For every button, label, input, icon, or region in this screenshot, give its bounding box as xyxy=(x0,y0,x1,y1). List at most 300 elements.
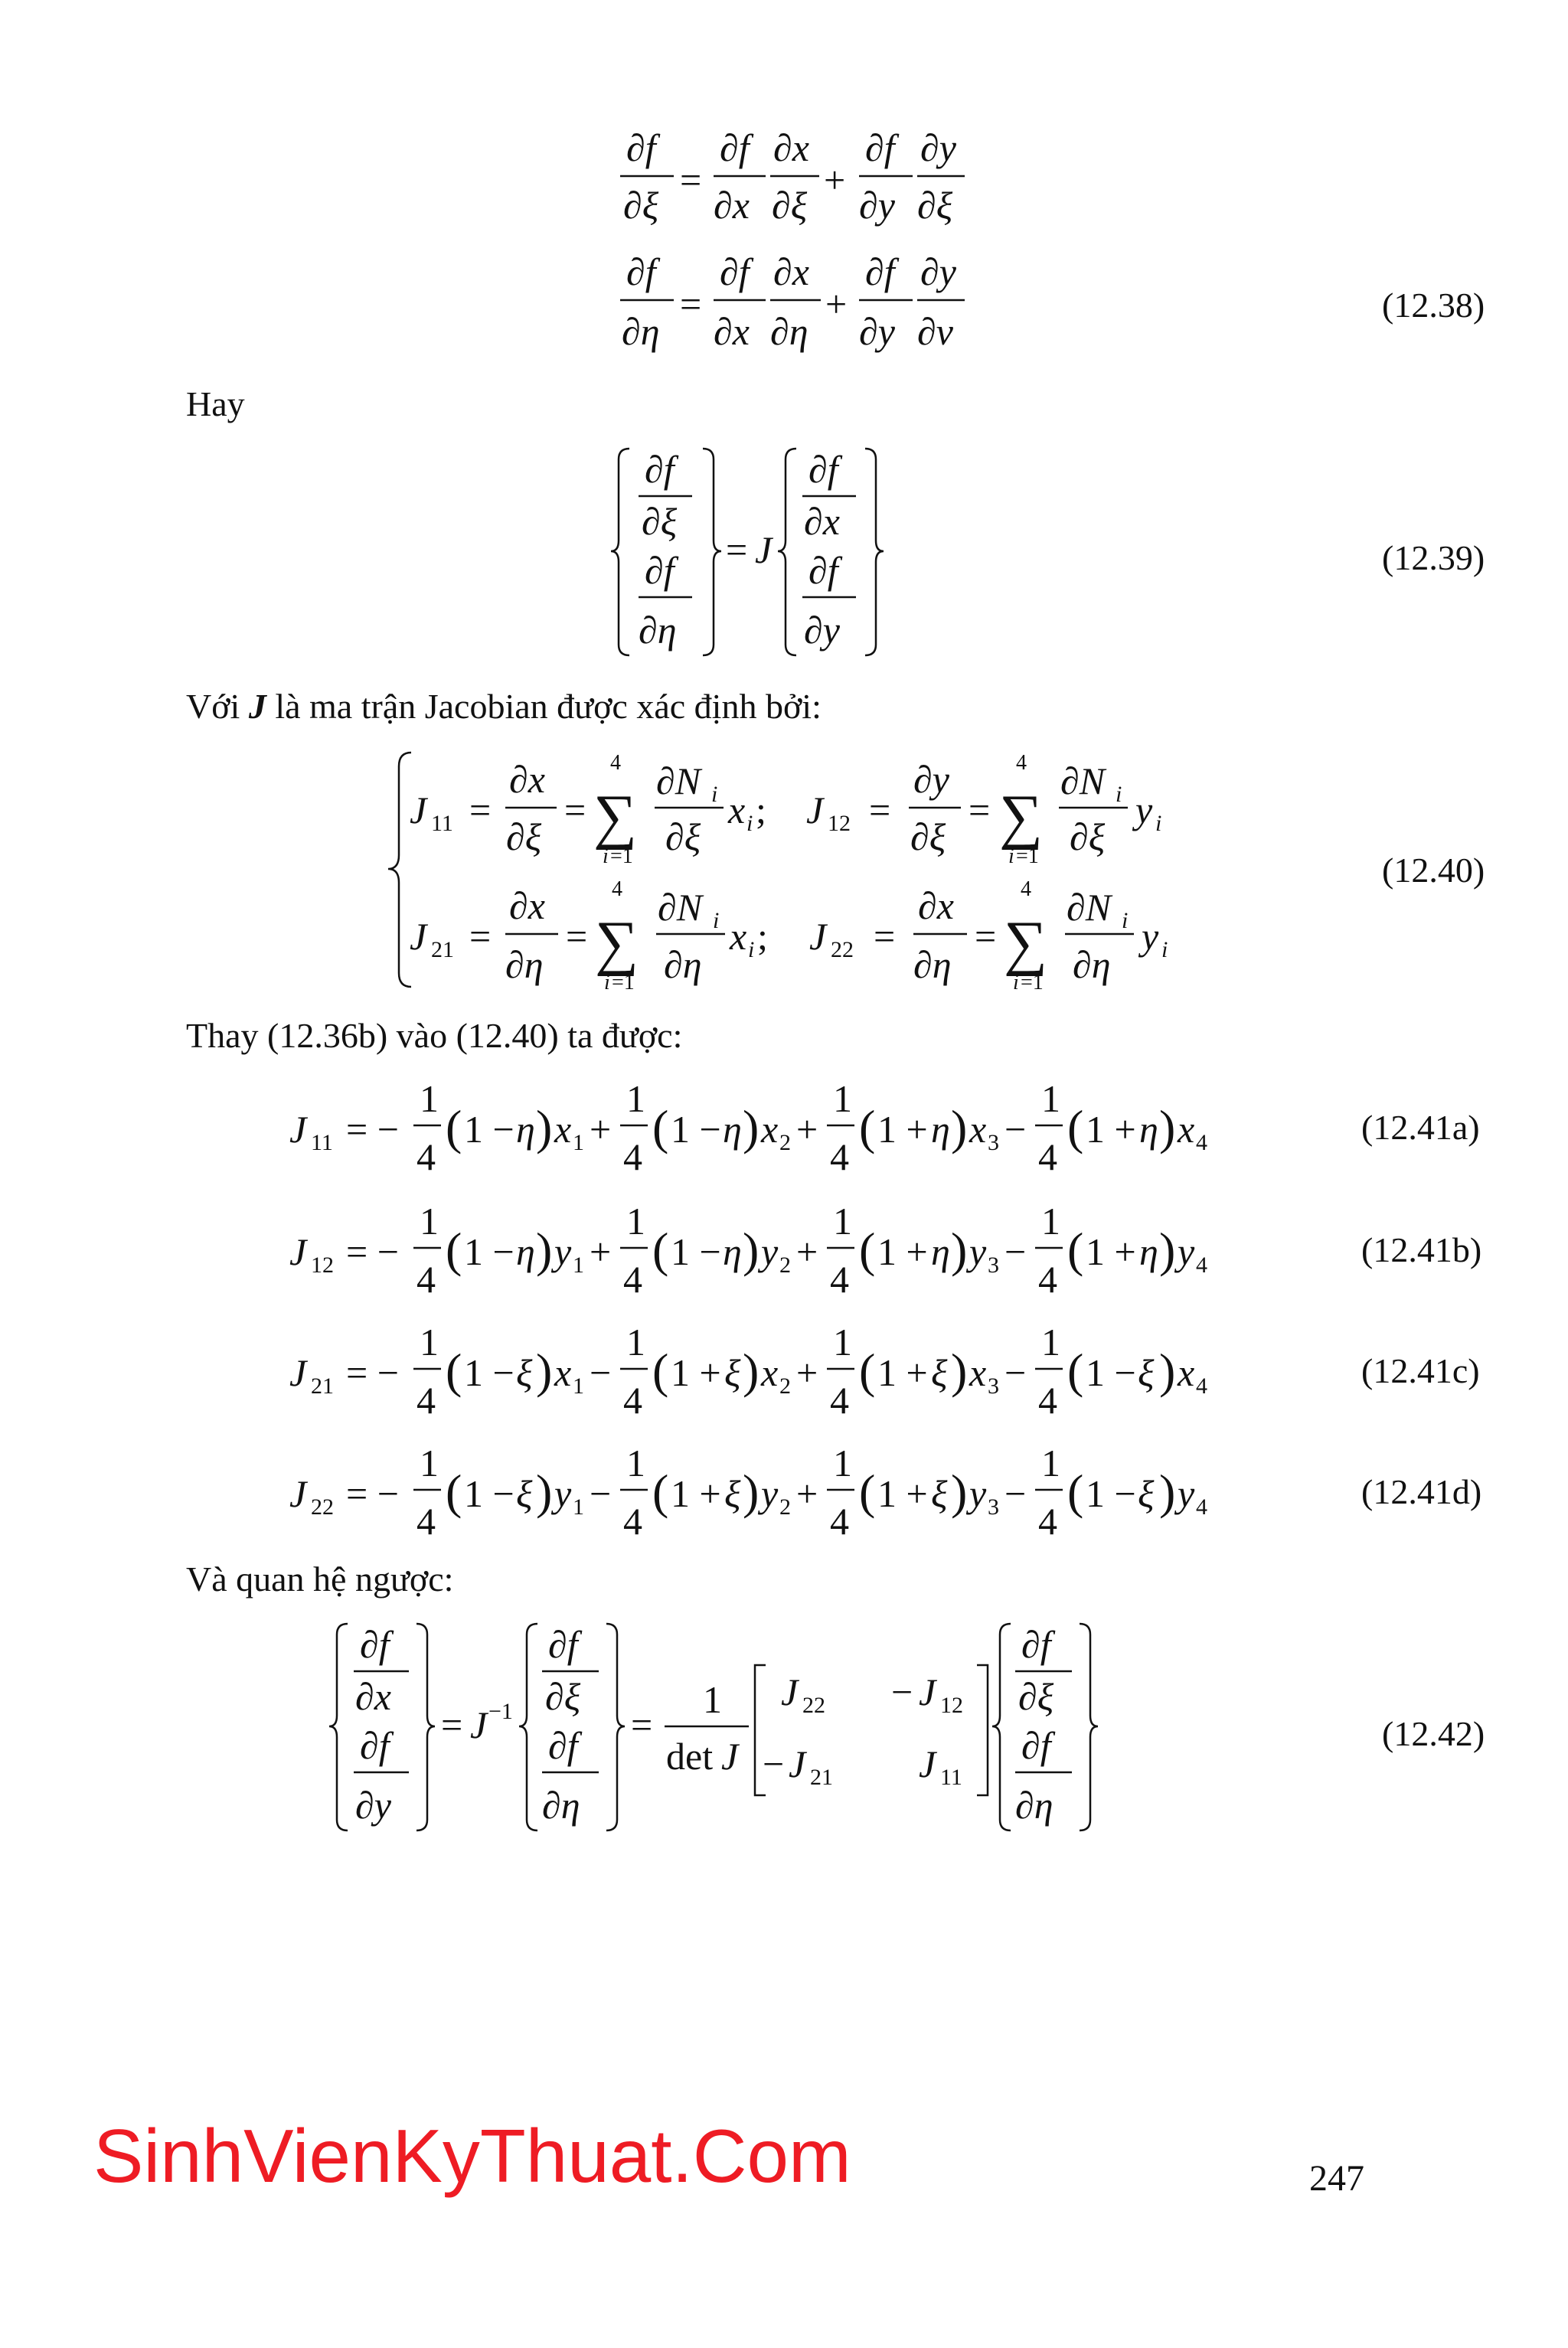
svg-text:J: J xyxy=(755,528,773,571)
text-j-bold: J xyxy=(248,687,266,726)
svg-text:∂η: ∂η xyxy=(542,1784,580,1827)
svg-text:∂ξ: ∂ξ xyxy=(910,815,946,858)
svg-text:= −: = − xyxy=(346,1351,399,1394)
svg-text:+: + xyxy=(590,1230,612,1273)
svg-text:−1: −1 xyxy=(488,1699,513,1724)
svg-text:4: 4 xyxy=(623,1500,642,1543)
svg-text:x: x xyxy=(554,1108,572,1151)
svg-text:): ) xyxy=(536,1100,553,1154)
svg-text:ξ: ξ xyxy=(516,1351,533,1394)
svg-text:∂x: ∂x xyxy=(509,884,545,927)
svg-text:1: 1 xyxy=(626,1200,645,1243)
svg-text:12: 12 xyxy=(311,1252,334,1278)
svg-text:∂f: ∂f xyxy=(720,250,750,293)
svg-text:∂η: ∂η xyxy=(622,310,660,353)
svg-text:J: J xyxy=(289,1472,307,1515)
svg-text:y: y xyxy=(1178,1472,1195,1515)
svg-text:(: ( xyxy=(859,1100,876,1154)
svg-text:+: + xyxy=(824,158,846,201)
svg-text:x: x xyxy=(730,915,747,958)
svg-text:−: − xyxy=(891,1670,913,1713)
svg-text:1: 1 xyxy=(420,1200,439,1243)
svg-text:∂f: ∂f xyxy=(360,1724,390,1767)
svg-text:): ) xyxy=(1159,1223,1176,1277)
svg-text:3: 3 xyxy=(988,1494,999,1520)
svg-text:4: 4 xyxy=(1016,751,1027,775)
svg-text:4: 4 xyxy=(1196,1494,1207,1520)
svg-text:∂f: ∂f xyxy=(548,1623,578,1666)
svg-text:1: 1 xyxy=(833,1442,852,1484)
svg-text:21: 21 xyxy=(810,1765,833,1790)
svg-text:(: ( xyxy=(1067,1465,1084,1519)
svg-text:∂v: ∂v xyxy=(917,310,953,353)
svg-text:= −: = − xyxy=(346,1230,399,1273)
svg-text:∂ξ: ∂ξ xyxy=(917,184,953,227)
svg-text:y: y xyxy=(969,1230,987,1273)
svg-text:∂y: ∂y xyxy=(920,126,956,169)
svg-text:(: ( xyxy=(652,1100,669,1154)
svg-text:1 +: 1 + xyxy=(877,1108,928,1151)
svg-text:∂f: ∂f xyxy=(865,250,895,293)
svg-text:(: ( xyxy=(446,1344,462,1398)
svg-text:(: ( xyxy=(859,1344,876,1398)
equation-number: (12.41c) xyxy=(1361,1351,1480,1390)
svg-text:4: 4 xyxy=(1038,1500,1057,1543)
svg-text:=: = xyxy=(680,282,702,325)
svg-text:∂η: ∂η xyxy=(664,943,702,986)
svg-text:=: = xyxy=(874,915,896,958)
svg-text:y: y xyxy=(554,1230,572,1273)
svg-text:∂y: ∂y xyxy=(913,758,949,801)
equation-number: (12.39) xyxy=(1382,538,1485,577)
svg-text:1 +: 1 + xyxy=(671,1472,721,1515)
svg-text:J: J xyxy=(789,1742,806,1785)
svg-text:1: 1 xyxy=(420,1321,439,1363)
svg-text:(: ( xyxy=(859,1223,876,1277)
svg-text:∂f: ∂f xyxy=(1021,1623,1051,1666)
svg-text:J: J xyxy=(781,1670,799,1713)
svg-text:η: η xyxy=(1139,1108,1158,1151)
svg-text:∂f: ∂f xyxy=(626,250,656,293)
svg-text:1: 1 xyxy=(573,1494,584,1520)
svg-text:12: 12 xyxy=(828,811,851,836)
svg-text:−: − xyxy=(1004,1351,1027,1394)
equation-12-41d xyxy=(283,1436,1217,1551)
svg-text:∂f: ∂f xyxy=(865,126,895,169)
svg-text:1: 1 xyxy=(833,1077,852,1120)
svg-text:ξ: ξ xyxy=(516,1472,533,1515)
svg-text:y: y xyxy=(761,1230,779,1273)
svg-text:=: = xyxy=(469,915,492,958)
svg-text:J: J xyxy=(289,1351,307,1394)
svg-text:1 −: 1 − xyxy=(464,1108,514,1151)
equation-12-41b xyxy=(283,1194,1217,1309)
svg-text:1 −: 1 − xyxy=(464,1351,514,1394)
equation-12-38 xyxy=(612,122,995,367)
svg-text:): ) xyxy=(1159,1100,1176,1154)
svg-text:η: η xyxy=(723,1230,742,1273)
svg-text:∂η: ∂η xyxy=(1073,943,1111,986)
text-voi-rest: là ma trận Jacobian được xác định bởi: xyxy=(266,687,822,726)
svg-text:4: 4 xyxy=(416,1379,436,1422)
equation-number: (12.41b) xyxy=(1361,1230,1482,1269)
svg-text:∂x: ∂x xyxy=(355,1675,391,1718)
svg-text:1: 1 xyxy=(626,1442,645,1484)
equation-12-41a xyxy=(283,1072,1217,1187)
svg-text:J: J xyxy=(470,1703,488,1746)
svg-text:11: 11 xyxy=(431,811,453,836)
svg-text:η: η xyxy=(723,1108,742,1151)
svg-text:4: 4 xyxy=(1196,1373,1207,1399)
svg-text:1 −: 1 − xyxy=(671,1108,721,1151)
svg-text:(: ( xyxy=(652,1344,669,1398)
svg-text:;: ; xyxy=(757,915,768,958)
svg-text:=: = xyxy=(469,789,492,831)
svg-text:): ) xyxy=(743,1344,760,1398)
svg-text:∂x: ∂x xyxy=(918,884,954,927)
svg-text:1: 1 xyxy=(1041,1321,1060,1363)
svg-text:i: i xyxy=(1122,908,1129,933)
equation-12-42 xyxy=(329,1619,1110,1841)
svg-text:det: det xyxy=(666,1735,714,1778)
svg-text:+: + xyxy=(796,1108,818,1151)
paragraph-inverse: Và quan hệ ngược: xyxy=(186,1559,454,1599)
svg-text:(: ( xyxy=(446,1100,462,1154)
svg-text:η: η xyxy=(516,1230,535,1273)
svg-text:x: x xyxy=(969,1351,987,1394)
svg-text:2: 2 xyxy=(779,1494,791,1520)
svg-text:∂η: ∂η xyxy=(505,943,544,986)
svg-text:4: 4 xyxy=(610,751,621,775)
svg-text:3: 3 xyxy=(988,1373,999,1399)
svg-text:4: 4 xyxy=(1038,1379,1057,1422)
svg-text:=: = xyxy=(726,528,748,571)
svg-text:1: 1 xyxy=(703,1678,722,1721)
svg-text:(: ( xyxy=(1067,1344,1084,1398)
svg-text:∂y: ∂y xyxy=(804,609,840,651)
svg-text:i: i xyxy=(1155,811,1162,836)
svg-text:∂x: ∂x xyxy=(714,310,750,353)
svg-text:J: J xyxy=(410,789,427,831)
svg-text:1 +: 1 + xyxy=(877,1351,928,1394)
svg-text:∑: ∑ xyxy=(593,783,638,851)
svg-text:22: 22 xyxy=(831,937,854,962)
svg-text:∂x: ∂x xyxy=(509,758,545,801)
equation-12-39 xyxy=(612,444,903,666)
svg-text:x: x xyxy=(761,1108,779,1151)
svg-text:x: x xyxy=(728,789,746,831)
equation-number: (12.41a) xyxy=(1361,1108,1480,1147)
svg-text:y: y xyxy=(1178,1230,1195,1273)
svg-text:∂y: ∂y xyxy=(859,310,895,353)
svg-text:(: ( xyxy=(1067,1100,1084,1154)
svg-text:4: 4 xyxy=(623,1379,642,1422)
svg-text:4: 4 xyxy=(1196,1130,1207,1155)
svg-text:∂ξ: ∂ξ xyxy=(545,1675,581,1718)
svg-text:−: − xyxy=(1004,1472,1027,1515)
svg-text:1: 1 xyxy=(573,1373,584,1399)
svg-text:1: 1 xyxy=(573,1252,584,1278)
svg-text:): ) xyxy=(743,1100,760,1154)
svg-text:=: = xyxy=(869,789,891,831)
svg-text:x: x xyxy=(761,1351,779,1394)
svg-text:∂f: ∂f xyxy=(548,1724,578,1767)
svg-text:i: i xyxy=(748,937,755,962)
svg-text:i: i xyxy=(746,811,753,836)
svg-text:∂x: ∂x xyxy=(773,250,809,293)
svg-text:J: J xyxy=(919,1670,936,1713)
svg-text:η: η xyxy=(1139,1230,1158,1273)
svg-text:2: 2 xyxy=(779,1130,791,1155)
svg-text:i: i xyxy=(1161,937,1168,962)
svg-text:x: x xyxy=(1178,1108,1195,1151)
svg-text:2: 2 xyxy=(779,1252,791,1278)
svg-text:=: = xyxy=(631,1703,653,1746)
svg-text:y: y xyxy=(1142,915,1159,958)
svg-text:∂f: ∂f xyxy=(1021,1724,1051,1767)
svg-text:∂ξ: ∂ξ xyxy=(1018,1675,1054,1718)
equation-number: (12.42) xyxy=(1382,1714,1485,1753)
svg-text:J: J xyxy=(289,1108,307,1151)
svg-text:=1: =1 xyxy=(612,971,635,994)
svg-text:4: 4 xyxy=(416,1500,436,1543)
svg-text:i: i xyxy=(711,782,718,807)
svg-text:1: 1 xyxy=(626,1077,645,1120)
svg-text:η: η xyxy=(931,1108,950,1151)
svg-text:∂y: ∂y xyxy=(920,250,956,293)
svg-text:ξ: ξ xyxy=(724,1472,741,1515)
svg-text:+: + xyxy=(590,1108,612,1151)
svg-text:): ) xyxy=(536,1465,553,1519)
svg-text:∂ξ: ∂ξ xyxy=(506,815,542,858)
svg-text:): ) xyxy=(743,1465,760,1519)
svg-text:1 +: 1 + xyxy=(1086,1230,1136,1273)
svg-text:(: ( xyxy=(652,1465,669,1519)
text-voi: Với xyxy=(186,687,249,726)
svg-text:;: ; xyxy=(756,789,766,831)
svg-text:4: 4 xyxy=(612,877,622,901)
svg-text:(: ( xyxy=(652,1223,669,1277)
svg-text:y: y xyxy=(1135,789,1153,831)
svg-text:22: 22 xyxy=(802,1693,825,1718)
svg-text:): ) xyxy=(951,1100,968,1154)
svg-text:3: 3 xyxy=(988,1130,999,1155)
svg-text:4: 4 xyxy=(830,1135,849,1178)
svg-text:3: 3 xyxy=(988,1252,999,1278)
svg-text:∂x: ∂x xyxy=(773,126,809,169)
svg-text:∂f: ∂f xyxy=(626,126,656,169)
svg-text:(: ( xyxy=(446,1465,462,1519)
svg-text:y: y xyxy=(969,1472,987,1515)
svg-text:): ) xyxy=(951,1465,968,1519)
svg-text:11: 11 xyxy=(311,1130,333,1155)
svg-text:J: J xyxy=(919,1742,936,1785)
svg-text:i: i xyxy=(713,908,720,933)
svg-text:22: 22 xyxy=(311,1494,334,1520)
paragraph-substitution: Thay (12.36b) vào (12.40) ta được: xyxy=(186,1016,683,1055)
svg-text:J: J xyxy=(410,915,427,958)
svg-text:J: J xyxy=(809,915,827,958)
svg-text:4: 4 xyxy=(830,1258,849,1301)
svg-text:−: − xyxy=(1004,1230,1027,1273)
svg-text:∂f: ∂f xyxy=(360,1623,390,1666)
svg-text:1: 1 xyxy=(1041,1200,1060,1243)
svg-text:ξ: ξ xyxy=(1138,1351,1155,1394)
svg-text:4: 4 xyxy=(830,1500,849,1543)
svg-text:∂f: ∂f xyxy=(645,549,675,592)
svg-text:= −: = − xyxy=(346,1108,399,1151)
svg-text:=: = xyxy=(564,789,586,831)
svg-text:∂f: ∂f xyxy=(645,448,675,491)
svg-text:=: = xyxy=(975,915,997,958)
svg-text:4: 4 xyxy=(416,1135,436,1178)
svg-text:J: J xyxy=(806,789,824,831)
svg-text:(: ( xyxy=(1067,1223,1084,1277)
svg-text:∂x: ∂x xyxy=(714,184,750,227)
svg-text:∂ξ: ∂ξ xyxy=(1070,815,1106,858)
svg-text:J: J xyxy=(721,1735,739,1778)
svg-text:1 −: 1 − xyxy=(1086,1472,1136,1515)
svg-text:): ) xyxy=(951,1223,968,1277)
svg-text:1 +: 1 + xyxy=(877,1472,928,1515)
svg-text:y: y xyxy=(761,1472,779,1515)
svg-text:=: = xyxy=(680,158,702,201)
svg-text:(: ( xyxy=(859,1465,876,1519)
svg-text:1 −: 1 − xyxy=(464,1472,514,1515)
svg-text:∂ξ: ∂ξ xyxy=(642,500,678,543)
svg-text:1: 1 xyxy=(1041,1442,1060,1484)
svg-text:=1: =1 xyxy=(1016,844,1039,868)
svg-text:∂η: ∂η xyxy=(913,943,952,986)
svg-text:+: + xyxy=(796,1230,818,1273)
svg-text:4: 4 xyxy=(1038,1258,1057,1301)
svg-text:): ) xyxy=(1159,1465,1176,1519)
svg-text:∂N: ∂N xyxy=(1060,759,1106,802)
svg-text:i: i xyxy=(1008,844,1014,868)
svg-text:1: 1 xyxy=(420,1442,439,1484)
svg-text:1: 1 xyxy=(833,1321,852,1363)
svg-text:11: 11 xyxy=(940,1765,962,1790)
svg-text:4: 4 xyxy=(1196,1252,1207,1278)
equation-number: (12.41d) xyxy=(1361,1472,1482,1511)
svg-text:x: x xyxy=(554,1351,572,1394)
svg-text:y: y xyxy=(554,1472,572,1515)
svg-text:= −: = − xyxy=(346,1472,399,1515)
svg-text:∂f: ∂f xyxy=(808,448,838,491)
svg-text:x: x xyxy=(969,1108,987,1151)
svg-text:21: 21 xyxy=(431,937,454,962)
svg-text:1 +: 1 + xyxy=(671,1351,721,1394)
svg-text:21: 21 xyxy=(311,1373,334,1399)
svg-text:i: i xyxy=(603,844,609,868)
svg-text:4: 4 xyxy=(1038,1135,1057,1178)
equation-12-40 xyxy=(387,746,1191,999)
svg-text:): ) xyxy=(536,1344,553,1398)
svg-text:η: η xyxy=(931,1230,950,1273)
svg-text:∂N: ∂N xyxy=(658,886,703,929)
svg-text:1: 1 xyxy=(573,1130,584,1155)
svg-text:i: i xyxy=(604,971,610,994)
svg-text:η: η xyxy=(516,1108,535,1151)
svg-text:1 +: 1 + xyxy=(1086,1108,1136,1151)
svg-text:1: 1 xyxy=(833,1200,852,1243)
svg-text:4: 4 xyxy=(830,1379,849,1422)
svg-text:4: 4 xyxy=(416,1258,436,1301)
svg-text:∂ξ: ∂ξ xyxy=(665,815,701,858)
svg-text:x: x xyxy=(1178,1351,1195,1394)
svg-text:1 −: 1 − xyxy=(671,1230,721,1273)
svg-text:∂η: ∂η xyxy=(639,609,677,651)
svg-text:∑: ∑ xyxy=(595,909,639,977)
equation-number: (12.38) xyxy=(1382,286,1485,325)
svg-text:∂x: ∂x xyxy=(804,500,840,543)
svg-text:−: − xyxy=(590,1472,612,1515)
svg-text:i: i xyxy=(1116,782,1122,807)
svg-text:∑: ∑ xyxy=(1004,909,1048,977)
svg-text:=: = xyxy=(566,915,588,958)
equation-12-41c xyxy=(283,1315,1217,1430)
svg-text:+: + xyxy=(796,1351,818,1394)
svg-text:−: − xyxy=(1004,1108,1027,1151)
svg-text:−: − xyxy=(763,1742,785,1785)
svg-text:∂y: ∂y xyxy=(859,184,895,227)
svg-text:∂y: ∂y xyxy=(355,1784,391,1827)
svg-text:1: 1 xyxy=(420,1077,439,1120)
paragraph-jacobian-intro xyxy=(186,689,822,724)
svg-text:2: 2 xyxy=(779,1373,791,1399)
svg-text:ξ: ξ xyxy=(931,1472,948,1515)
svg-text:+: + xyxy=(825,282,848,325)
svg-text:4: 4 xyxy=(623,1135,642,1178)
svg-text:i: i xyxy=(1013,971,1019,994)
svg-text:∂η: ∂η xyxy=(1015,1784,1054,1827)
svg-text:): ) xyxy=(536,1223,553,1277)
svg-text:4: 4 xyxy=(623,1258,642,1301)
svg-text:=1: =1 xyxy=(1021,971,1044,994)
svg-text:1: 1 xyxy=(1041,1077,1060,1120)
svg-text:∂N: ∂N xyxy=(1067,886,1112,929)
svg-text:∂N: ∂N xyxy=(656,759,701,802)
svg-text:−: − xyxy=(590,1351,612,1394)
svg-text:): ) xyxy=(1159,1344,1176,1398)
svg-text:ξ: ξ xyxy=(1138,1472,1155,1515)
svg-text:): ) xyxy=(951,1344,968,1398)
svg-text:=: = xyxy=(441,1703,463,1746)
svg-text:∂f: ∂f xyxy=(808,549,838,592)
svg-text:4: 4 xyxy=(1021,877,1031,901)
svg-text:∑: ∑ xyxy=(999,783,1044,851)
svg-text:12: 12 xyxy=(940,1693,963,1718)
svg-text:∂η: ∂η xyxy=(770,310,808,353)
svg-text:1: 1 xyxy=(626,1321,645,1363)
svg-text:∂f: ∂f xyxy=(720,126,750,169)
svg-text:1 +: 1 + xyxy=(877,1230,928,1273)
svg-text:ξ: ξ xyxy=(931,1351,948,1394)
svg-text:): ) xyxy=(743,1223,760,1277)
svg-text:∂ξ: ∂ξ xyxy=(772,184,808,227)
paragraph-hay: Hay xyxy=(186,384,245,423)
watermark-logo: SinhVienKyThuat.Com xyxy=(93,2114,851,2198)
page-number: 247 xyxy=(1309,2158,1364,2199)
svg-text:1 −: 1 − xyxy=(1086,1351,1136,1394)
svg-text:∂ξ: ∂ξ xyxy=(623,184,659,227)
equation-number: (12.40) xyxy=(1382,851,1485,890)
svg-text:ξ: ξ xyxy=(724,1351,741,1394)
svg-text:(: ( xyxy=(446,1223,462,1277)
svg-text:+: + xyxy=(796,1472,818,1515)
svg-text:=1: =1 xyxy=(610,844,633,868)
svg-text:1 −: 1 − xyxy=(464,1230,514,1273)
